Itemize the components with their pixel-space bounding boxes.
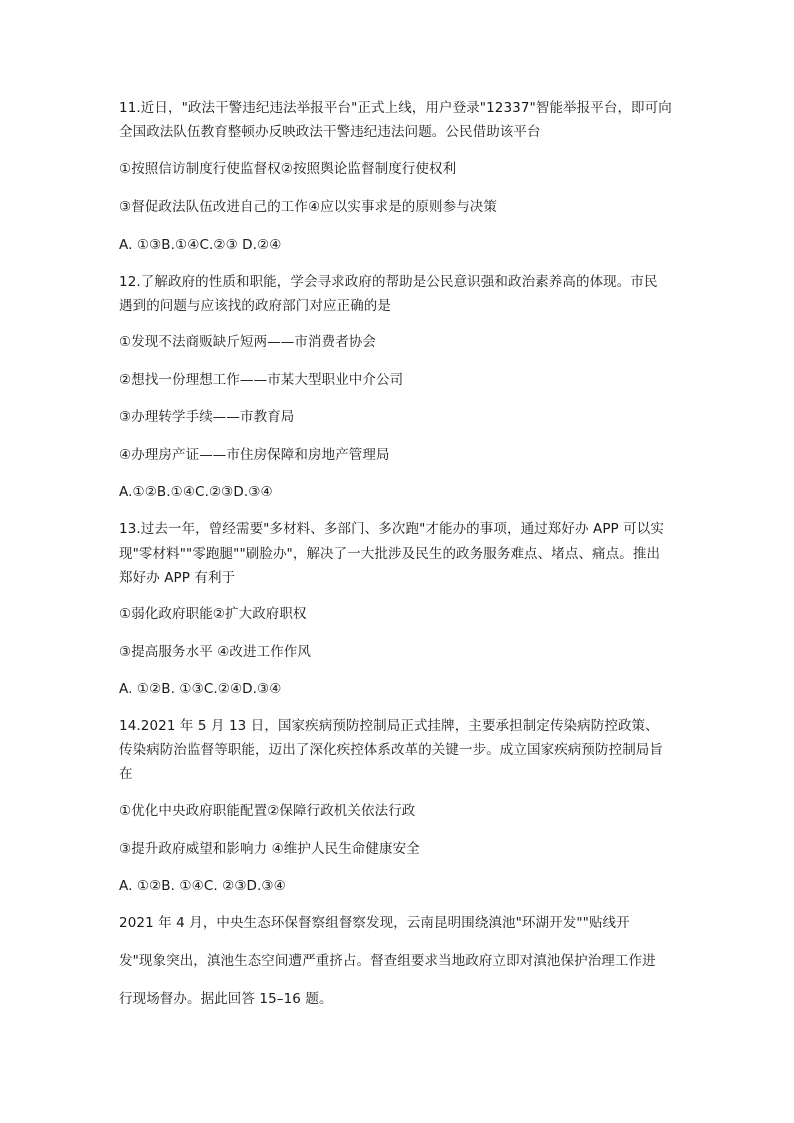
material-line1: 2021 年 4 月，中央生态环保督察组督察发现，云南昆明围绕滇池"环湖开发""贴线开 (119, 915, 630, 931)
q13-stem-line3: 郑好办 APP 有利于 (119, 570, 236, 586)
q14-stem-line2: 传染病防治监督等职能，迈出了深化疾控体系改革的关键一步。成立国家疾病预防控制局旨 (119, 742, 663, 758)
q11-stem-line1: 11.近日，"政法干警违纪违法举报平台"正式上线，用户登录"12337"智能举报平台，即可向 (119, 100, 672, 116)
q11-option-line1: ①按照信访制度行使监督权②按照舆论监督制度行使权利 (119, 161, 457, 177)
q12-option1: ①发现不法商贩缺斤短两——市消费者协会 (119, 334, 377, 350)
q14-stem-line3: 在 (119, 766, 133, 782)
material-line2: 发"现象突出，滇池生态空间遭严重挤占。督查组要求当地政府立即对滇池保护治理工作进 (119, 953, 656, 969)
q12-option3: ③办理转学手续——市教育局 (119, 409, 295, 425)
q11-choices: A. ①③B.①④C.②③ D.②④ (119, 237, 282, 253)
q11-stem-line2: 全国政法队伍教育整顿办反映政法干警违纪违法问题。公民借助该平台 (119, 124, 541, 140)
q12-option2: ②想找一份理想工作——市某大型职业中介公司 (119, 372, 404, 388)
q13-stem-line1: 13.过去一年，曾经需要"多材料、多部门、多次跑"才能办的事项，通过郑好办 APP 可以实 (119, 521, 664, 537)
q13-stem-line2: 现"零材料""零跑腿""刷脸办"，解决了一大批涉及民生的政务服务难点、堵点、痛点。推出 (119, 546, 661, 562)
q12-stem-line2: 遇到的问题与应该找的政府部门对应正确的是 (119, 298, 391, 314)
q14-choices: A. ①②B. ①④C. ②③D.③④ (119, 878, 286, 894)
material-line3: 行现场督办。据此回答 15–16 题。 (119, 991, 333, 1007)
q14-option-line1: ①优化中央政府职能配置②保障行政机关依法行政 (119, 803, 416, 819)
q14-stem-line1: 14.2021 年 5 月 13 日，国家疾病预防控制局正式挂牌，主要承担制定传染病防控政策、 (119, 718, 659, 734)
q13-option-line2: ③提高服务水平 ④改进工作作风 (119, 644, 311, 660)
q12-option4: ④办理房产证——市住房保障和房地产管理局 (119, 447, 390, 463)
q11-option-line2: ③督促政法队伍改进自己的工作④应以实事求是的原则参与决策 (119, 199, 498, 215)
q13-option-line1: ①弱化政府职能②扩大政府职权 (119, 606, 307, 622)
q12-choices: A.①②B.①④C.②③D.③④ (119, 484, 273, 500)
q14-option-line2: ③提升政府威望和影响力 ④维护人民生命健康安全 (119, 841, 420, 857)
q12-stem-line1: 12.了解政府的性质和职能，学会寻求政府的帮助是公民意识强和政治素养高的体现。市民 (119, 274, 658, 290)
q13-choices: A. ①②B. ①③C.②④D.③④ (119, 681, 282, 697)
